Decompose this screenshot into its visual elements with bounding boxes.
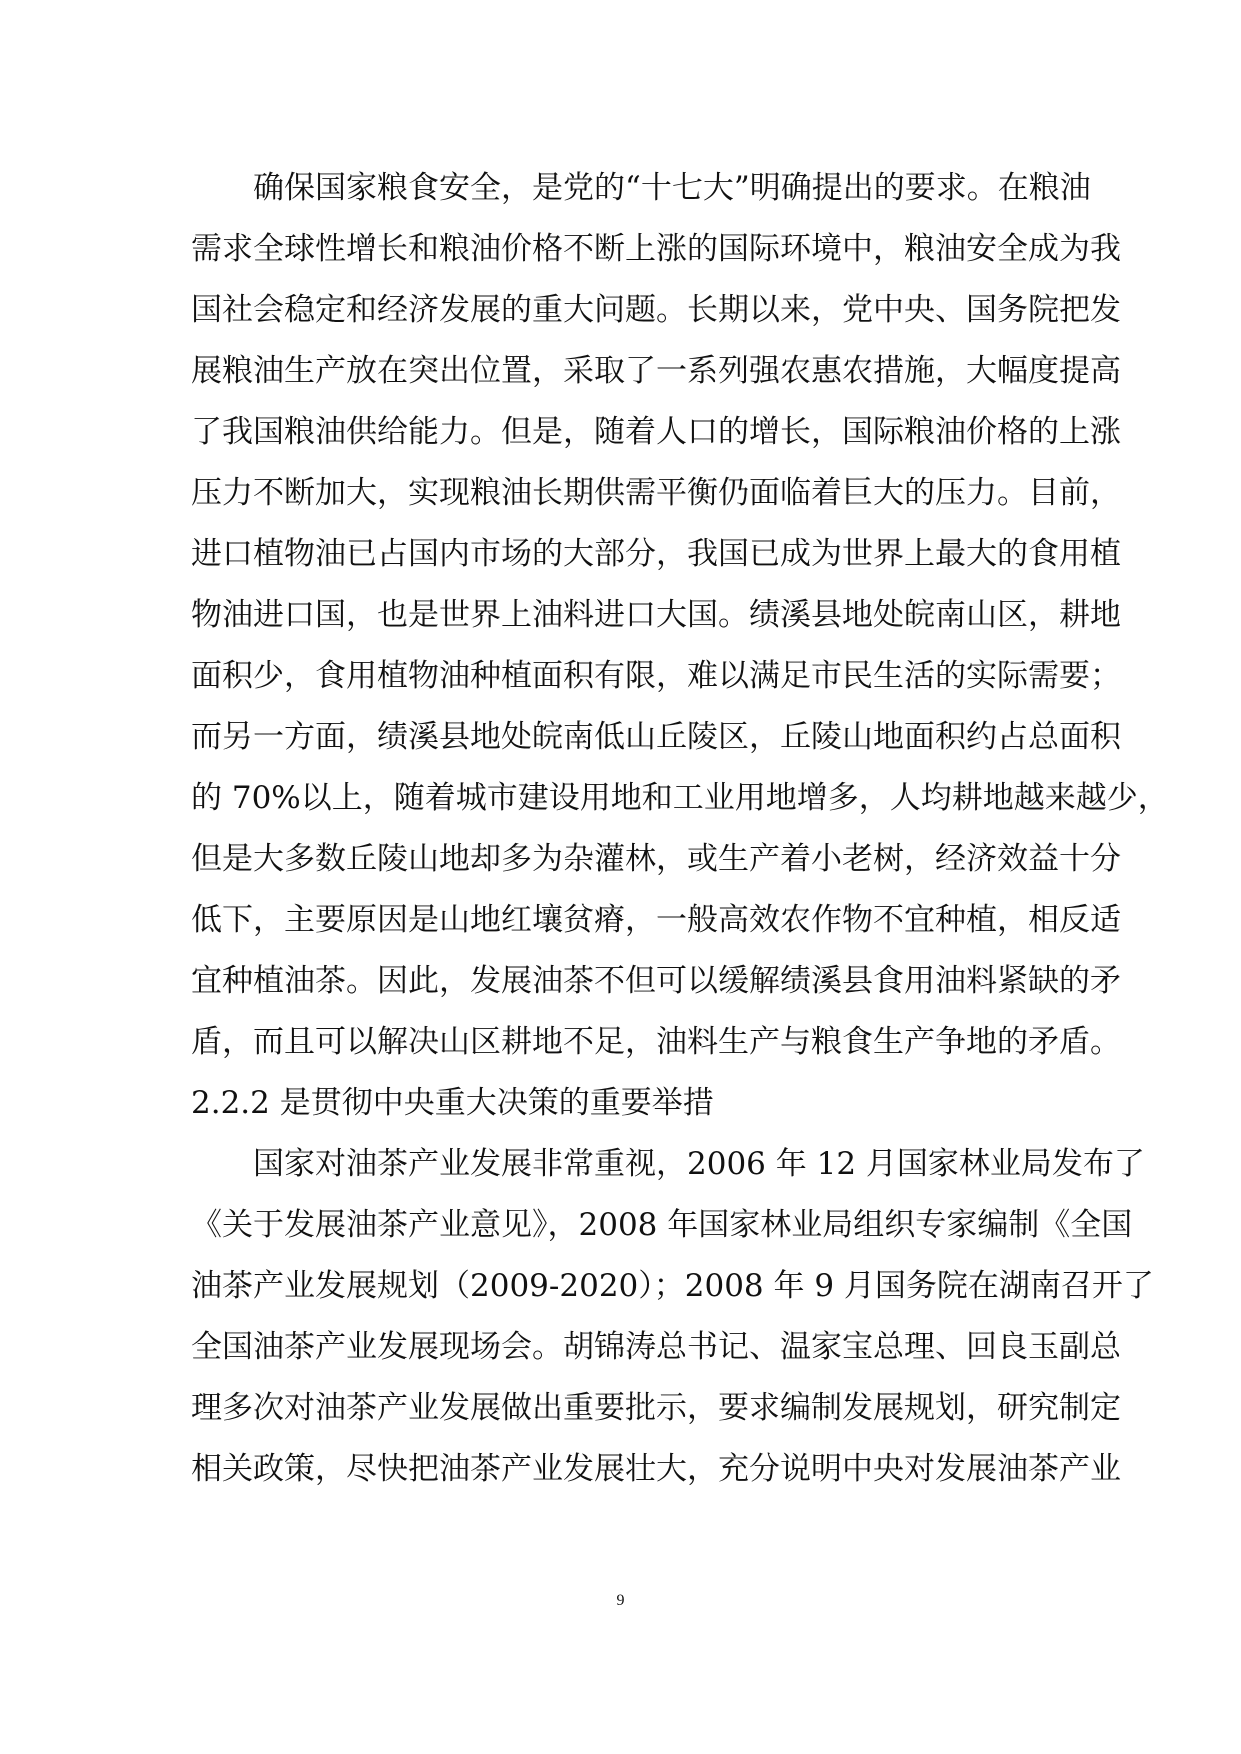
text-line: 压力不断加大，实现粮油长期供需平衡仍面临着巨大的压力。目前， xyxy=(191,475,1121,511)
text-line: 《关于发展油茶产业意见》，2008 年国家林业局组织专家编制《全国 xyxy=(191,1207,1133,1243)
paragraph-grain-oil-security xyxy=(191,158,1169,1073)
text-line: 需求全球性增长和粮油价格不断上涨的国际环境中，粮油安全成为我 xyxy=(191,231,1121,267)
section-heading: 2.2.2 是贯彻中央重大决策的重要举措 xyxy=(191,1085,714,1121)
text-line: 低下，主要原因是山地红壤贫瘠，一般高效农作物不宜种植，相反适 xyxy=(191,902,1121,938)
text-line: 国家对油茶产业发展非常重视，2006 年 12 月国家林业局发布了 xyxy=(253,1146,1145,1182)
text-line: 物油进口国，也是世界上油料进口大国。绩溪县地处皖南山区，耕地 xyxy=(191,597,1121,633)
text-line: 盾，而且可以解决山区耕地不足，油料生产与粮食生产争地的矛盾。 xyxy=(191,1024,1121,1060)
text-line: 宜种植油茶。因此，发展油茶不但可以缓解绩溪县食用油料紧缺的矛 xyxy=(191,963,1121,999)
text-line: 面积少，食用植物油种植面积有限，难以满足市民生活的实际需要； xyxy=(191,658,1121,694)
text-line: 国社会稳定和经济发展的重大问题。长期以来，党中央、国务院把发 xyxy=(191,292,1121,328)
text-line: 全国油茶产业发展现场会。胡锦涛总书记、温家宝总理、回良玉副总 xyxy=(191,1329,1121,1365)
paragraph-central-policy xyxy=(191,1134,1154,1500)
page-number: 9 xyxy=(616,1592,625,1609)
text-line: 理多次对油茶产业发展做出重要批示，要求编制发展规划，研究制定 xyxy=(191,1390,1121,1426)
text-line: 展粮油生产放在突出位置，采取了一系列强农惠农措施，大幅度提高 xyxy=(191,353,1121,389)
text-line: 而另一方面，绩溪县地处皖南低山丘陵区，丘陵山地面积约占总面积 xyxy=(191,719,1121,755)
text-line: 了我国粮油供给能力。但是，随着人口的增长，国际粮油价格的上涨 xyxy=(191,414,1121,450)
body-text xyxy=(191,158,1169,1500)
text-line: 但是大多数丘陵山地却多为杂灌林，或生产着小老树，经济效益十分 xyxy=(191,841,1121,877)
text-line: 进口植物油已占国内市场的大部分，我国已成为世界上最大的食用植 xyxy=(191,536,1121,572)
text-line: 油茶产业发展规划（2009-2020）；2008 年 9 月国务院在湖南召开了 xyxy=(191,1268,1154,1304)
text-line: 相关政策，尽快把油茶产业发展壮大，充分说明中央对发展油茶产业 xyxy=(191,1451,1121,1487)
text-line: 的 70%以上，随着城市建设用地和工业用地增多，人均耕地越来越少， xyxy=(191,780,1169,816)
text-line: 确保国家粮食安全，是党的“十七大”明确提出的要求。在粮油 xyxy=(253,170,1091,206)
